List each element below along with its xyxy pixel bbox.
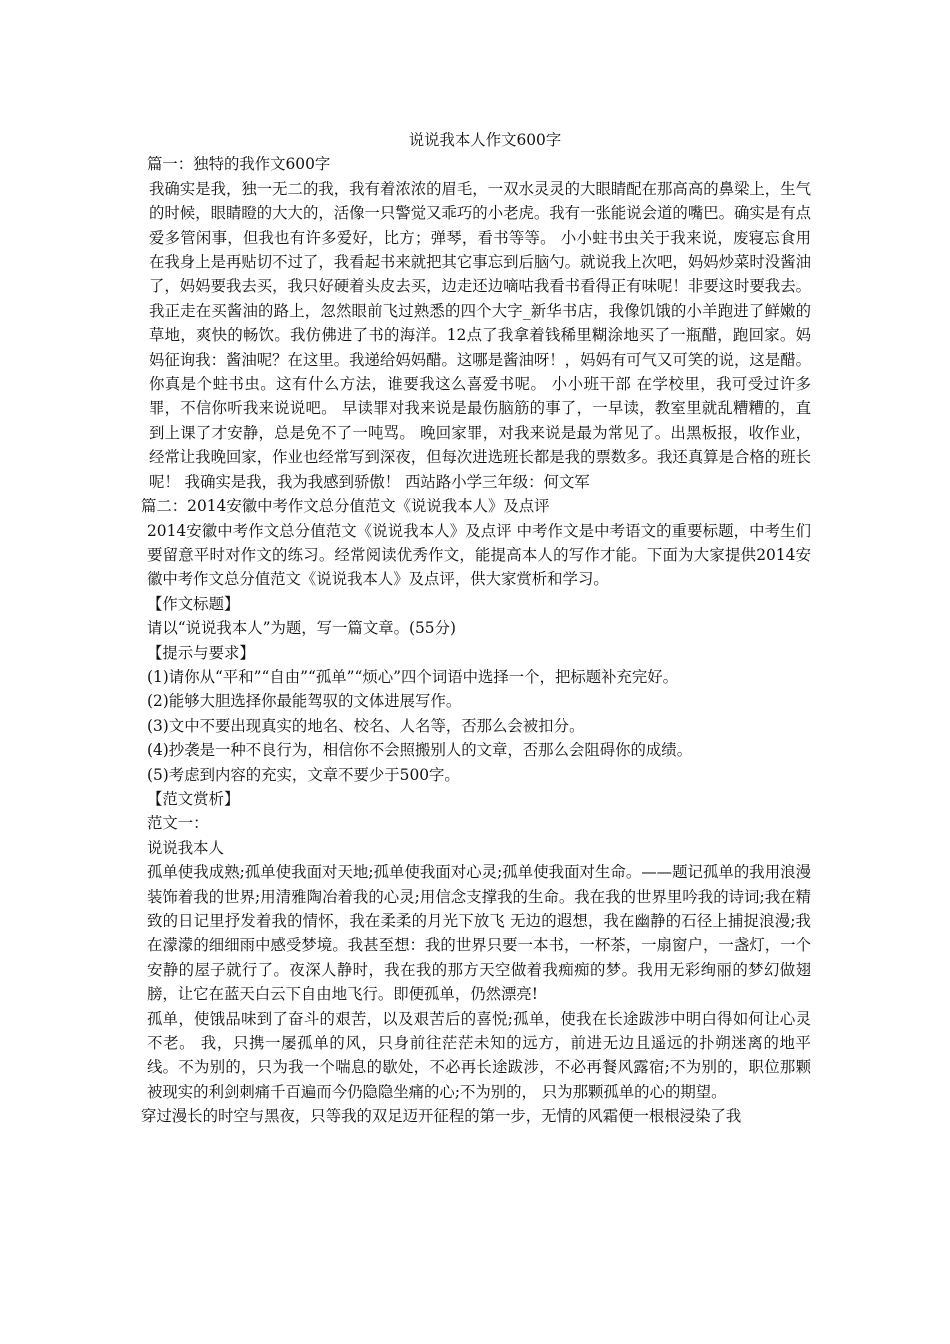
requirement-item: (4)抄袭是一种不良行为，相信你不会照搬别人的文章，否那么会阻碍你的成绩。 xyxy=(147,741,693,760)
sample-paragraph: 孤单使我成熟;孤单使我面对天地;孤单使我面对心灵;孤单使我面对生命。——题记孤单的我用浪漫装饰着我的世界;用清雅陶冶着我的心灵;用信念支撑我的生命。我在我的世界里吟我的诗词;我在精致的日记里抒发着我的情怀，我在柔柔的月光下放飞 无边的遐想，我在幽静的石径上捕捉浪漫;我在濛濛的细细雨中感受梦境。我甚至想：我的世界只要一本书，一杯茶，一扇窗户，一盏灯，一个安静的屋子就行了。夜深人静时，我在我的那方天空做着我痴痴的梦。我用无彩绚丽的梦幻做翅膀，让它在蓝天白云下自由地飞行。即便孤单，仍然漂亮! xyxy=(147,863,811,1004)
requirement-item: (1)请你从“平和”“自由”“孤单”“烦心”四个词语中选择一个，把标题补充完好。 xyxy=(147,667,679,686)
sample-title: 说说我本人 xyxy=(147,838,224,857)
essay-1-paragraph: 我确实是我，独一无二的我，我有着浓浓的眉毛，一双水灵灵的大眼睛配在那高高的鼻梁上，生气的时候，眼睛瞪的大大的，活像一只警觉又乖巧的小老虎。我有一张能说会道的嘴巴。确实是有点爱多管闲事，但我也有许多爱好，比方；弹琴，看书等等。 小小蛀书虫关于我来说，废寝忘食用在我身上是再贴切不过了，我看起书来就把其它事忘到后脑勺。就说我上次吧，妈妈炒菜时没酱油了，妈妈要我去买，我只好硬着头皮去买，边走还边嘀咕我看书看得正有味呢！非要这时要我去。我正走在买酱油的路上，忽然眼前飞过熟悉的四个大字_新华书店，我像饥饿的小羊跑进了鲜嫩的草地，爽快的畅饮。我仿佛进了书的海洋。12点了我拿着钱稀里糊涂地买了一瓶醋，跑回家。妈妈征询我：酱油呢？在这里。我递给妈妈醋。这哪是酱油呀！，妈妈有可气又可笑的说，这是醋。你真是个蛀书虫。这有什么方法，谁要我这么喜爱书呢。 小小班干部 在学校里，我可受过许多罪，不信你听我来说说吧。 早读罪对我来说是最伤脑筋的事了，一早读，教室里就乱糟糟的，直到上课了才安静，总是免不了一吨骂。 晚回家罪，对我来说是最为常见了。出黑板报，收作业，经常让我晚回家，作业也经常写到深夜，但每次进选班长都是我的票数多。我还真算是合格的班长呢！ 我确实是我，我为我感到骄傲！ 西站路小学三年级：何文军 xyxy=(149,179,811,491)
section-heading-1: 篇一：独特的我作文600字 xyxy=(147,155,331,174)
requirements-heading: 【提示与要求】 xyxy=(147,643,255,662)
requirement-item: (3)文中不要出现真实的地名、校名、人名等，否那么会被扣分。 xyxy=(147,716,585,735)
topic-heading: 【作文标题】 xyxy=(147,594,240,613)
sample-paragraph: 穿过漫长的时空与黑夜，只等我的双足迈开征程的第一步，无情的风霜便一根根浸染了我 xyxy=(141,1107,742,1126)
sample-paragraph: 孤单，使饿品味到了奋斗的艰苦，以及艰苦后的喜悦;孤单，使我在长途跋涉中明白得如何让心灵不老。 我，只携一屡孤单的风，只身前往茫茫未知的远方，前进无边且遥远的扑朔迷离的地平线。不为别的，只为我一个喘息的歇处，不必再长途跋涉，不必再餐风露宿;不为别的，职位那颗被现实的利剑刺痛千百遍而今仍隐隐坐痛的心;不为别的， 只为那颗孤单的心的期望。 xyxy=(147,1009,811,1101)
document-title: 说说我本人作文600字 xyxy=(408,131,562,149)
requirement-item: (5)考虑到内容的充实，文章不要少于500字。 xyxy=(147,765,460,784)
topic-text: 请以“说说我本人”为题，写一篇文章。(55分) xyxy=(147,619,456,638)
requirement-item: (2)能够大胆选择你最能驾驭的文体进展写作。 xyxy=(147,692,462,711)
sample-heading: 【范文赏析】 xyxy=(147,789,240,808)
sample-label: 范文一： xyxy=(147,814,209,833)
section-heading-2: 篇二：2014安徽中考作文总分值范文《说说我本人》及点评 xyxy=(141,497,550,516)
intro-paragraph: 2014安徽中考作文总分值范文《说说我本人》及点评 中考作文是中考语文的重要标题，中考生们要留意平时对作文的练习。经常阅读优秀作文，能提高本人的写作才能。下面为大家提供2014安徽中考作文总分值范文《说说我本人》及点评，供大家赏析和学习。 xyxy=(147,521,811,589)
document-body xyxy=(141,128,811,1129)
